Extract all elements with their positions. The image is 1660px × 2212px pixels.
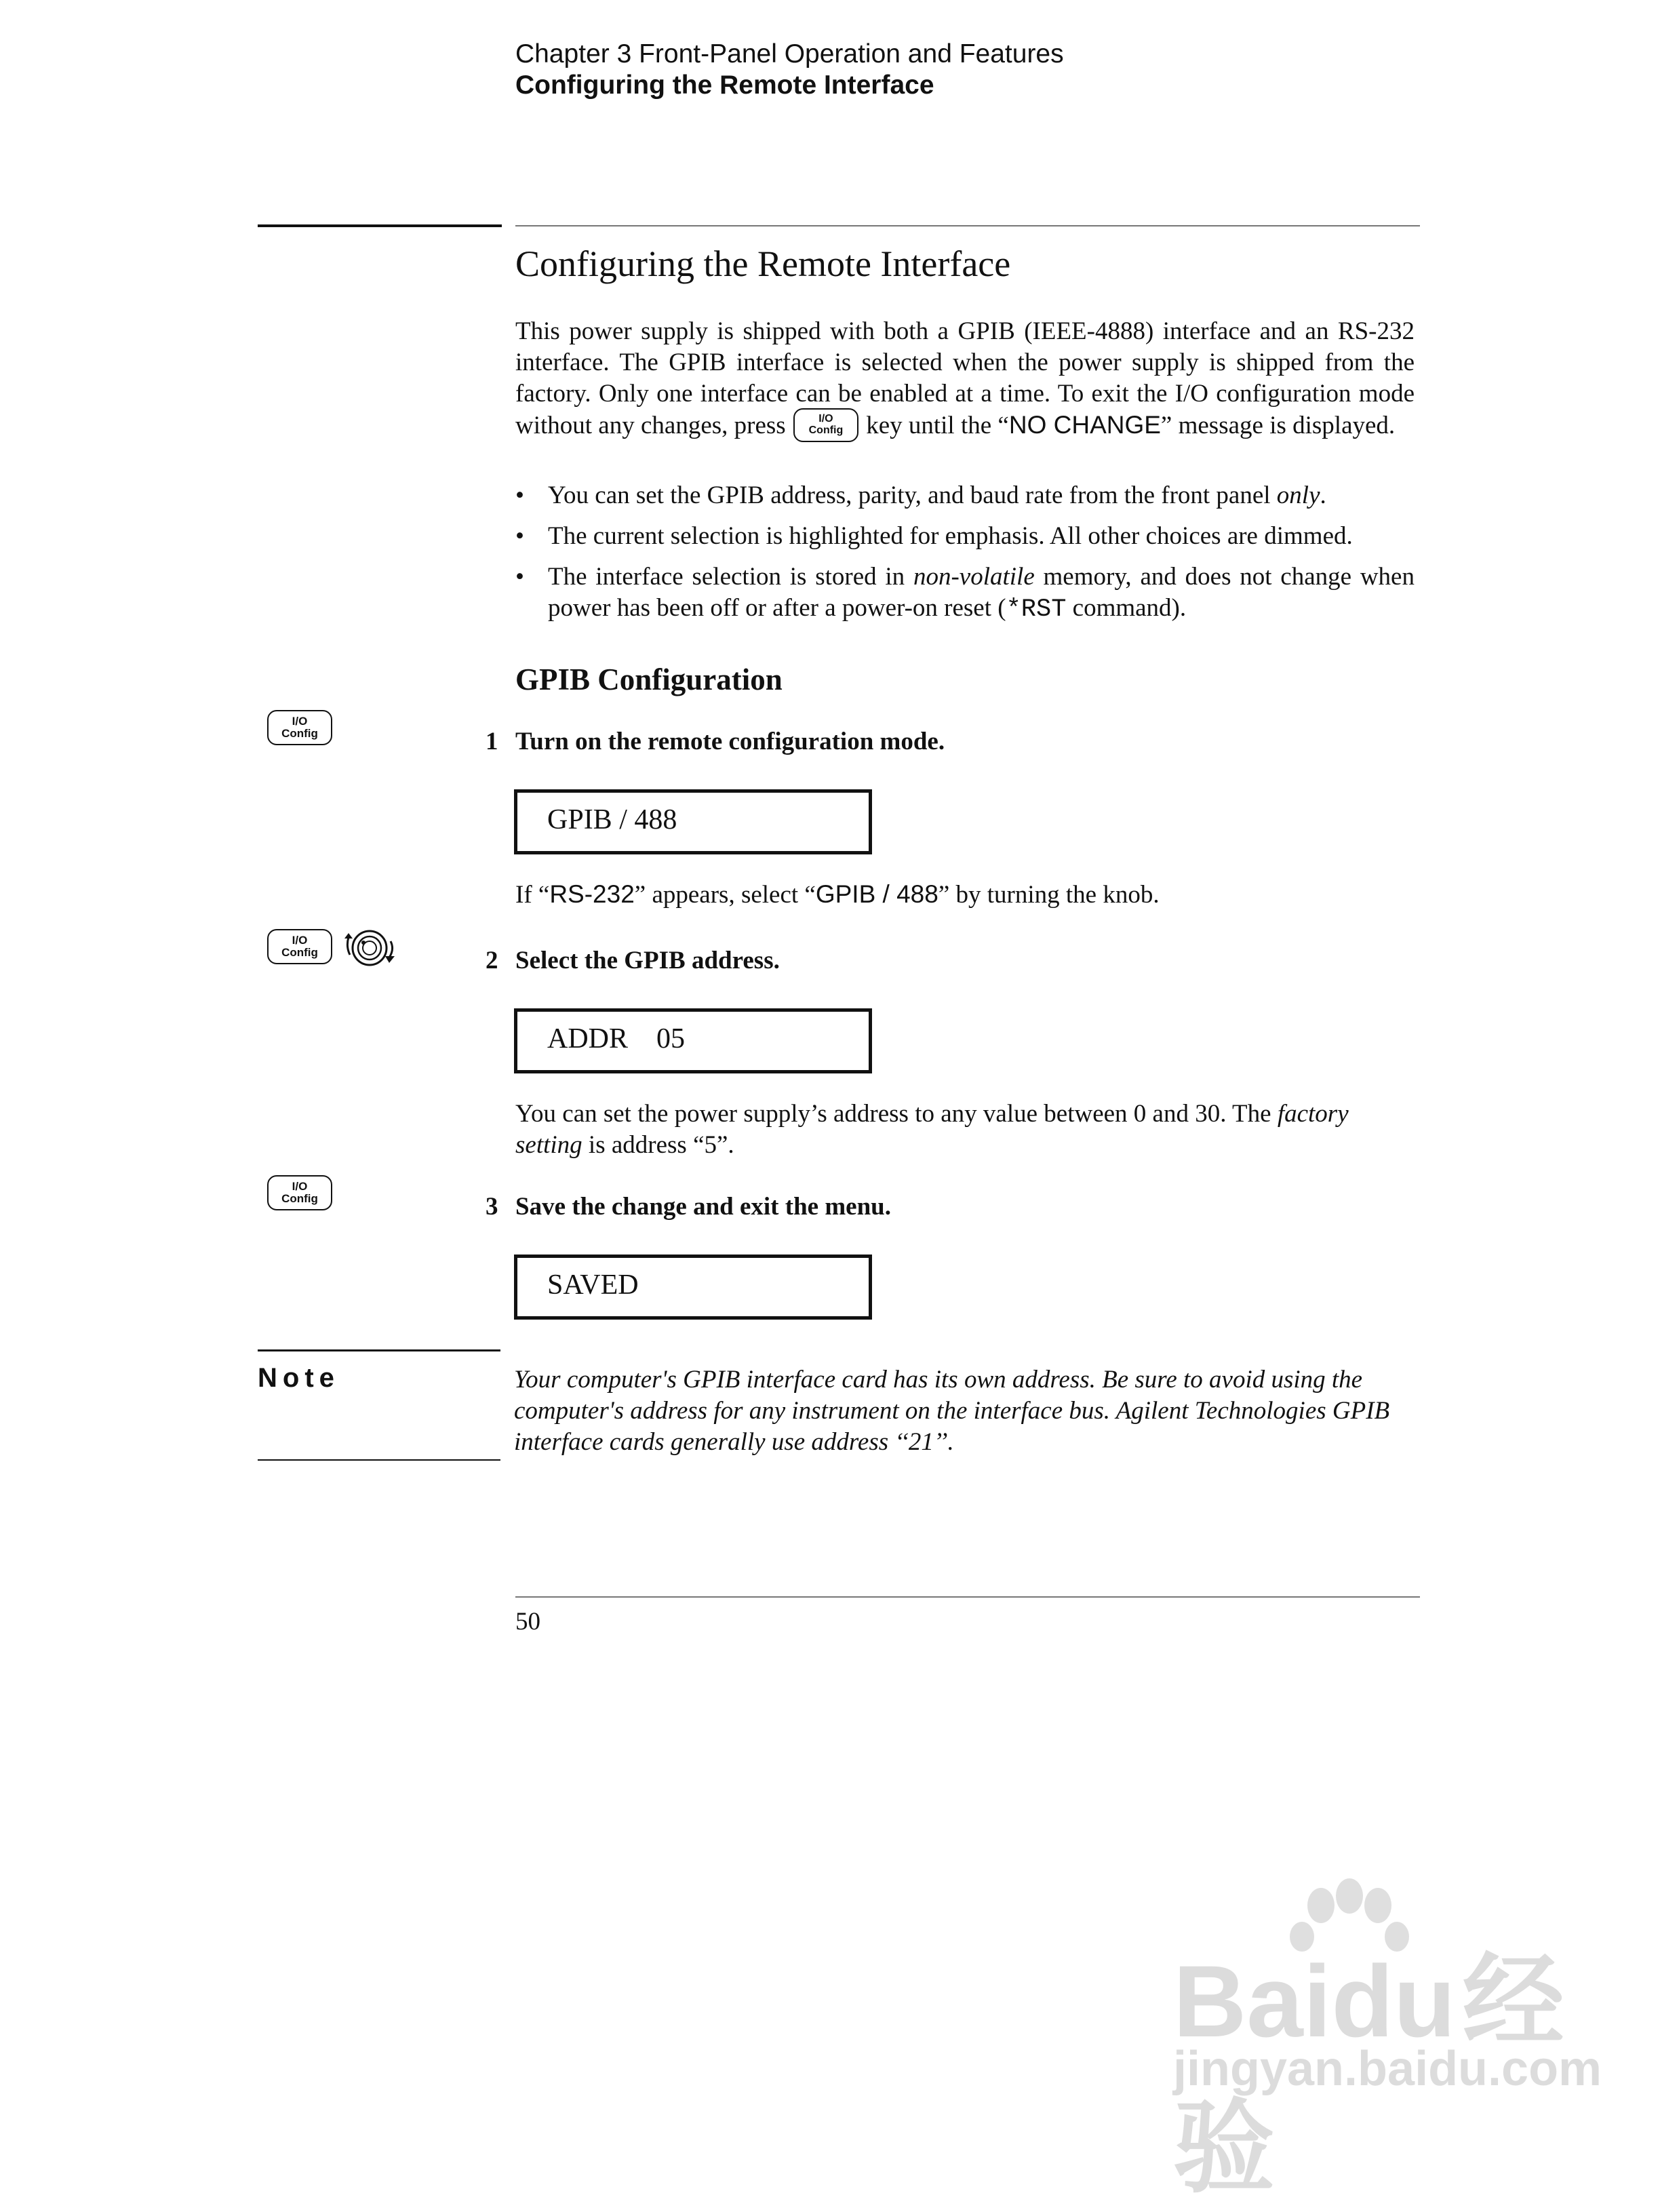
intro-text-b: key until the “ — [866, 412, 1009, 439]
bullet-dot: • — [515, 522, 524, 550]
left-top-rule — [258, 224, 502, 227]
intro-paragraph — [515, 316, 1415, 445]
page-title: Configuring the Remote Interface — [515, 243, 1011, 284]
watermark-brand: Baidu经验 — [1173, 1944, 1564, 2205]
display-text: ADDR 05 — [547, 1023, 686, 1054]
step-label: Save the change and exit the menu. — [515, 1193, 891, 1221]
page-number: 50 — [515, 1608, 540, 1636]
section-header: Configuring the Remote Interface — [515, 71, 934, 100]
display-text: GPIB / 488 — [547, 804, 677, 835]
step-label: Select the GPIB address. — [515, 947, 780, 974]
front-panel-display — [514, 789, 872, 854]
bullet-text: The current selection is highlighted for emphasis. All other choices are dimmed. — [548, 522, 1353, 550]
note-label: Note — [258, 1363, 340, 1393]
bullet-item — [515, 480, 1415, 511]
step-number: 1 — [486, 728, 498, 755]
step-number: 3 — [486, 1193, 498, 1221]
step1-note: If “RS-232” appears, select “GPIB / 488” by turning the knob. — [515, 880, 1160, 909]
step-label: Turn on the remote configuration mode. — [515, 728, 945, 755]
intro-text-c: ” message is displayed. — [1160, 412, 1396, 439]
note-bottom-rule — [258, 1459, 500, 1461]
chapter-header: Chapter 3 Front-Panel Operation and Features — [515, 39, 1064, 68]
bullet-item — [515, 561, 1415, 624]
gpib-config-heading: GPIB Configuration — [515, 663, 783, 696]
main-top-rule — [515, 225, 1420, 226]
front-panel-display — [514, 1255, 872, 1320]
no-change-message: NO CHANGE — [1008, 411, 1161, 439]
rotary-knob-icon — [340, 924, 399, 972]
key-label-config: Config — [808, 424, 844, 436]
bullet-item — [515, 521, 1415, 552]
io-config-key-icon: I/O Config — [267, 929, 332, 964]
bullet-text: The interface selection is stored in non-volatile memory, and does not change when power has been off or after a power-on reset (*RST command). — [548, 563, 1415, 624]
intro-text-a: This power supply is shipped with both a GPIB (IEEE-4888) interface and an RS-232 interface. The GPIB interface is selected when the power supply is shipped from the factory. Only one interface can be enabled at a time. To exit the I/O configuration mode without any changes, press — [515, 317, 1415, 439]
bullet-text: You can set the GPIB address, parity, and baud rate from the front panel only. — [548, 481, 1326, 509]
bullet-dot: • — [515, 481, 524, 509]
note-top-rule — [258, 1349, 500, 1351]
io-config-key-icon: I/O Config — [267, 710, 332, 745]
key-label-io: I/O — [818, 412, 833, 424]
watermark-url: jingyan.baidu.com — [1173, 2042, 1602, 2096]
io-config-key-icon — [793, 408, 858, 442]
step-number: 2 — [486, 947, 498, 974]
bullet-dot: • — [515, 563, 524, 591]
front-panel-display — [514, 1008, 872, 1073]
display-text: SAVED — [547, 1269, 639, 1301]
io-config-key-icon: I/O Config — [267, 1175, 332, 1210]
footer-rule — [515, 1596, 1420, 1598]
note-text: Your computer's GPIB interface card has its own address. Be sure to avoid using the computer's address for any instrument on the interface bus. Agilent Technologies GPIB interface cards generally use address ‘‘21’’. — [514, 1366, 1390, 1456]
step2-note: You can set the power supply’s address to any value between 0 and 30. The factory setting is address “5”. — [515, 1100, 1349, 1159]
